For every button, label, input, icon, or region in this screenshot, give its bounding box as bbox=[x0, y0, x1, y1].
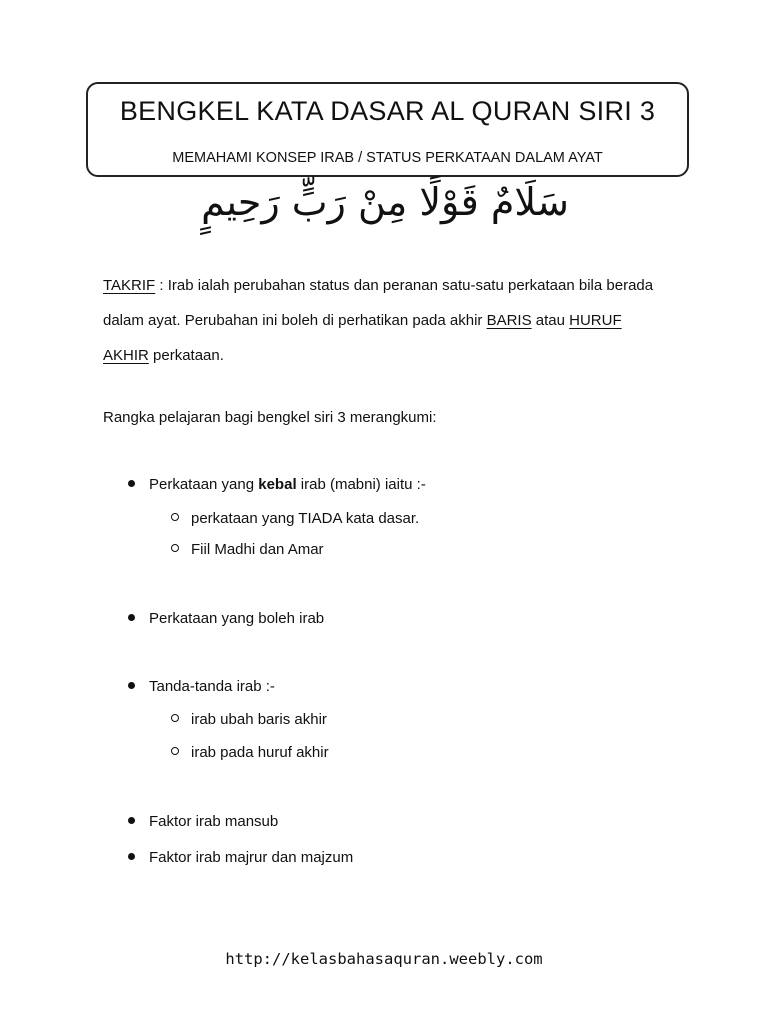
bullet-icon bbox=[128, 480, 135, 487]
list-item-text: Perkataan yang boleh irab bbox=[149, 610, 325, 627]
circle-bullet-icon bbox=[171, 544, 179, 552]
list-item bbox=[128, 678, 275, 695]
sub-list-item bbox=[171, 510, 419, 527]
circle-bullet-icon bbox=[171, 513, 179, 521]
list-item-text: Faktor irab mansub bbox=[149, 813, 279, 830]
definition-paragraph bbox=[103, 268, 663, 373]
page-title: BENGKEL KATA DASAR AL QURAN SIRI 3 bbox=[119, 96, 656, 126]
bullet-icon bbox=[128, 614, 135, 621]
sub-list-item bbox=[171, 744, 329, 761]
bullet-icon bbox=[128, 817, 135, 824]
definition-end: perkataan. bbox=[148, 347, 224, 364]
definition-text: Irab ialah perubahan status dan peranan satu-satu perkataan bila berada dalam ayat. Perubahan ini boleh di perhatikan pada akhir bbox=[103, 277, 654, 329]
arabic-verse: سَلَامٌ قَوْلًا مِنْ رَبٍّ رَحِيمٍ bbox=[201, 180, 569, 224]
bullet-icon bbox=[128, 682, 135, 689]
definition-separator: : bbox=[155, 277, 168, 294]
definition-underline-baris: BARIS bbox=[486, 312, 532, 329]
list-item bbox=[128, 849, 353, 866]
footer-url[interactable]: http://kelasbahasaquran.weebly.com bbox=[225, 950, 543, 968]
sub-list-item bbox=[171, 711, 327, 728]
page-subtitle: MEMAHAMI KONSEP IRAB / STATUS PERKATAAN DALAM AYAT bbox=[172, 150, 603, 166]
circle-bullet-icon bbox=[171, 747, 179, 755]
sub-list-item-text: irab pada huruf akhir bbox=[191, 744, 329, 761]
definition-term: TAKRIF bbox=[103, 277, 156, 294]
definition-underline-huruf: HURUF AKHIR bbox=[103, 312, 622, 364]
bullet-icon bbox=[128, 853, 135, 860]
circle-bullet-icon bbox=[171, 714, 179, 722]
intro-text: Rangka pelajaran bagi bengkel siri 3 merangkumi: bbox=[103, 409, 437, 426]
list-item bbox=[128, 476, 426, 493]
list-item-text: Tanda-tanda irab :- bbox=[149, 678, 275, 695]
list-item-text-end: irab (mabni) iaitu :- bbox=[296, 476, 426, 493]
list-item bbox=[128, 610, 324, 627]
list-item-bold: kebal bbox=[258, 476, 297, 493]
sub-list-item-text: irab ubah baris akhir bbox=[191, 711, 327, 728]
list-item bbox=[128, 813, 278, 830]
sub-list-item bbox=[171, 541, 324, 558]
list-item-text: Perkataan yang bbox=[149, 476, 259, 493]
list-item-text: Faktor irab majrur dan majzum bbox=[149, 849, 354, 866]
sub-list-item-text: perkataan yang TIADA kata dasar. bbox=[191, 510, 420, 527]
title-box bbox=[86, 82, 689, 177]
definition-mid: atau bbox=[531, 312, 570, 329]
sub-list-item-text: Fiil Madhi dan Amar bbox=[191, 541, 324, 558]
